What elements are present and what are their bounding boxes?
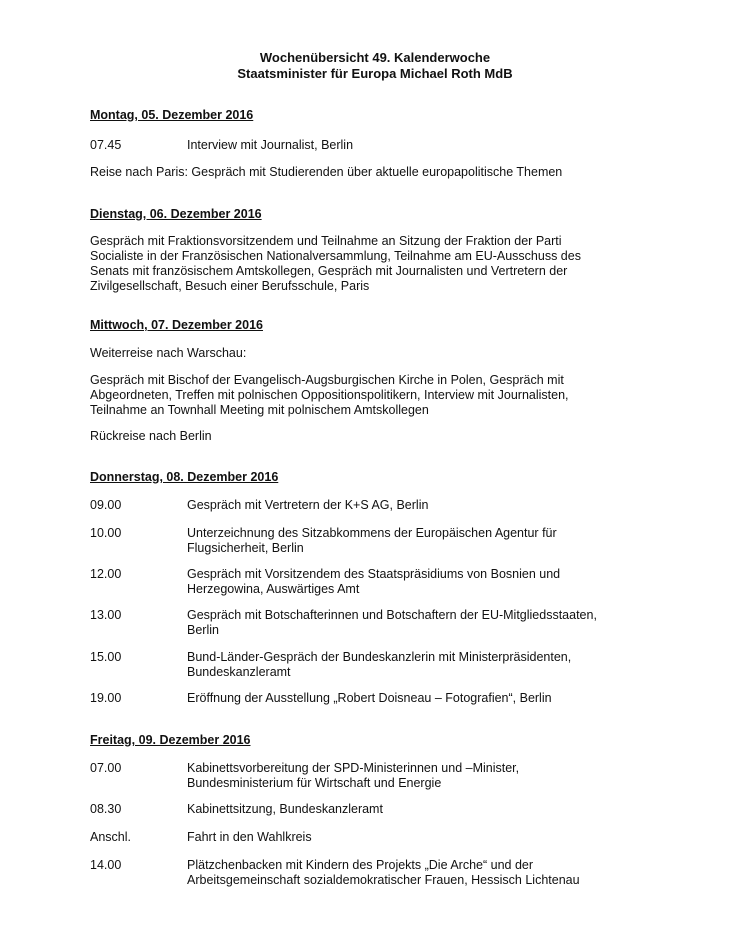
entry-time: 19.00 bbox=[90, 691, 122, 705]
schedule-entry bbox=[90, 858, 690, 888]
entry-line: Kabinettsitzung, Bundeskanzleramt bbox=[187, 802, 383, 816]
entry-text bbox=[187, 567, 690, 597]
entry-time: 14.00 bbox=[90, 858, 122, 872]
title-line-1: Wochenübersicht 49. Kalenderwoche bbox=[259, 50, 491, 65]
wednesday-paragraph bbox=[90, 373, 690, 418]
paragraph-line: Senats mit französischem Amtskollegen, Gespräch mit Journalisten und Vertretern der bbox=[90, 264, 568, 278]
entry-line: Bundesministerium für Wirtschaft und Energie bbox=[187, 776, 442, 790]
title-line-2: Staatsminister für Europa Michael Roth MdB bbox=[237, 66, 513, 81]
entry-line: Eröffnung der Ausstellung „Robert Doisneau – Fotografien“, Berlin bbox=[187, 691, 552, 705]
schedule-entry bbox=[90, 691, 690, 706]
entry-time: 13.00 bbox=[90, 608, 122, 622]
paragraph-line: Zivilgesellschaft, Besuch einer Berufsschule, Paris bbox=[90, 279, 370, 293]
entry-time: 08.30 bbox=[90, 802, 122, 816]
entry-text bbox=[187, 608, 690, 638]
paragraph-line: Socialiste in der Französischen Nationalversammlung, Teilnahme am EU-Ausschuss des bbox=[90, 249, 581, 263]
day-heading-monday: Montag, 05. Dezember 2016 bbox=[90, 108, 254, 122]
entry-time: 07.00 bbox=[90, 761, 122, 775]
paragraph-line: Gespräch mit Fraktionsvorsitzendem und Teilnahme an Sitzung der Fraktion der Parti bbox=[90, 234, 562, 248]
document-title bbox=[90, 50, 660, 82]
entry-text bbox=[187, 691, 690, 706]
entry-line: Gespräch mit Vorsitzendem des Staatspräsidiums von Bosnien und bbox=[187, 567, 561, 581]
paragraph-line: Teilnahme an Townhall Meeting mit polnischem Amtskollegen bbox=[90, 403, 429, 417]
entry-time: 12.00 bbox=[90, 567, 122, 581]
entry-line: Unterzeichnung des Sitzabkommens der Europäischen Agentur für bbox=[187, 526, 557, 540]
entry-text bbox=[187, 858, 690, 888]
entry-time: 07.45 bbox=[90, 138, 122, 152]
day-heading-tuesday: Dienstag, 06. Dezember 2016 bbox=[90, 207, 262, 221]
entry-text bbox=[187, 830, 690, 845]
entry-line: Fahrt in den Wahlkreis bbox=[187, 830, 312, 844]
entry-line: Gespräch mit Vertretern der K+S AG, Berlin bbox=[187, 498, 429, 512]
entry-line: Berlin bbox=[187, 623, 219, 637]
schedule-entry bbox=[90, 761, 690, 791]
schedule-entry bbox=[90, 498, 690, 513]
day-heading-thursday: Donnerstag, 08. Dezember 2016 bbox=[90, 470, 279, 484]
entry-line: Flugsicherheit, Berlin bbox=[187, 541, 304, 555]
day-heading-friday: Freitag, 09. Dezember 2016 bbox=[90, 733, 251, 747]
entry-text bbox=[187, 650, 690, 680]
wednesday-return: Rückreise nach Berlin bbox=[90, 429, 212, 443]
entry-text bbox=[187, 761, 690, 791]
entry-line: Herzegowina, Auswärtiges Amt bbox=[187, 582, 360, 596]
entry-time: 09.00 bbox=[90, 498, 122, 512]
wednesday-travel: Weiterreise nach Warschau: bbox=[90, 346, 247, 360]
entry-line: Kabinettsvorbereitung der SPD-Ministerinnen und –Minister, bbox=[187, 761, 520, 775]
schedule-entry bbox=[90, 138, 690, 153]
entry-text: Interview mit Journalist, Berlin bbox=[187, 138, 354, 152]
entry-line: Gespräch mit Botschafterinnen und Botschaftern der EU-Mitgliedsstaaten, bbox=[187, 608, 597, 622]
entry-time: 15.00 bbox=[90, 650, 122, 664]
paragraph-line: Abgeordneten, Treffen mit polnischen Oppositionspolitikern, Interview mit Journalisten, bbox=[90, 388, 569, 402]
entry-text bbox=[187, 802, 690, 817]
monday-note: Reise nach Paris: Gespräch mit Studierenden über aktuelle europapolitische Themen bbox=[90, 165, 563, 179]
tuesday-paragraph bbox=[90, 234, 690, 294]
schedule-entry bbox=[90, 608, 690, 638]
entry-line: Bund-Länder-Gespräch der Bundeskanzlerin mit Ministerpräsidenten, bbox=[187, 650, 572, 664]
entry-text bbox=[187, 498, 690, 513]
entry-time: Anschl. bbox=[90, 830, 131, 844]
entry-line: Bundeskanzleramt bbox=[187, 665, 291, 679]
schedule-entry bbox=[90, 567, 690, 597]
schedule-entry bbox=[90, 802, 690, 817]
entry-time: 10.00 bbox=[90, 526, 122, 540]
day-heading-wednesday: Mittwoch, 07. Dezember 2016 bbox=[90, 318, 263, 332]
schedule-entry bbox=[90, 650, 690, 680]
paragraph-line: Gespräch mit Bischof der Evangelisch-Augsburgischen Kirche in Polen, Gespräch mit bbox=[90, 373, 564, 387]
schedule-entry bbox=[90, 830, 690, 845]
entry-text bbox=[187, 526, 690, 556]
schedule-entry bbox=[90, 526, 690, 556]
entry-line: Plätzchenbacken mit Kindern des Projekts „Die Arche“ und der bbox=[187, 858, 534, 872]
entry-line: Arbeitsgemeinschaft sozialdemokratischer Frauen, Hessisch Lichtenau bbox=[187, 873, 580, 887]
